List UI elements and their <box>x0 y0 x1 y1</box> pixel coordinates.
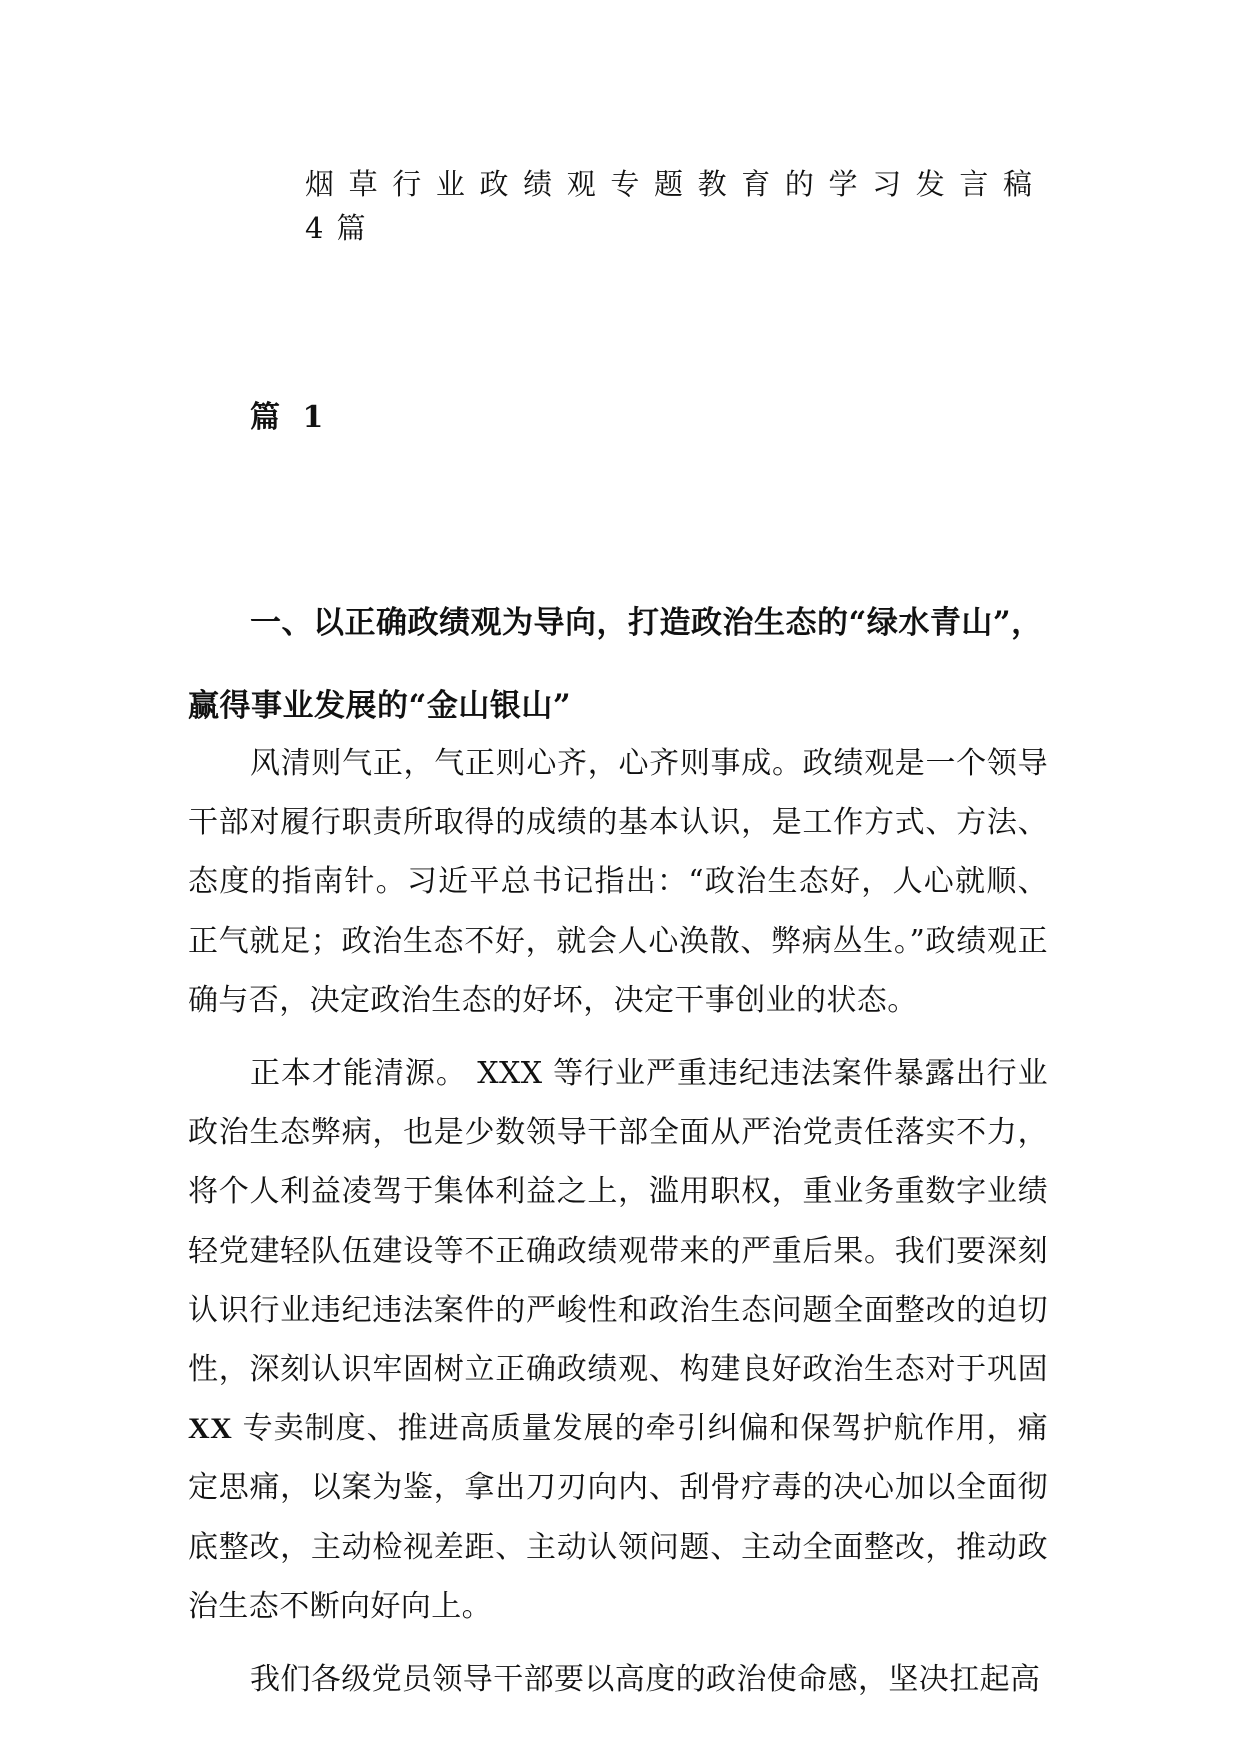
paragraph-2-text-after: 专卖制度、推进高质量发展的牵引纠偏和保驾护航作用，痛定思痛，以案为鉴，拿出刀刃向内、刮骨疗毒的决心加以全面彻底整改，主动检视差距、主动认领问题、主动全面整改，推动政治生态不断向好向上。 <box>188 1411 1048 1624</box>
paragraph-2 <box>188 1044 1048 1636</box>
paragraph-2-text-before: 正本才能清源。 XXX 等行业严重违纪违法案件暴露出行业政治生态弊病，也是少数领导干部全面从严治党责任落实不力，将个人利益凌驾于集体利益之上，滥用职权，重业务重数字业绩轻党建轻队伍建设等不正确政绩观带来的严重后果。我们要深刻认识行业违纪违法案件的严峻性和政治生态问题全面整改的迫切性，深刻认识牢固树立正确政绩观、构建良好政治生态对于巩固 <box>188 1056 1048 1388</box>
body-text <box>188 734 1048 1709</box>
document-title: 烟草行业政绩观专题教育的学习发言稿4篇 <box>305 167 1045 245</box>
section-heading: 一、以正确政绩观为导向，打造政治生态的“绿水青山”，赢得事业发展的“金山银山” <box>188 605 1043 724</box>
chapter-label: 篇 1 <box>250 400 330 435</box>
paragraph-2-bold-text: XX <box>188 1412 233 1446</box>
paragraph-3: 我们各级党员领导干部要以高度的政治使命感，坚决扛起高 <box>250 1662 1041 1698</box>
paragraph-1: 风清则气正，气正则心齐，心齐则事成。政绩观是一个领导干部对履行职责所取得的成绩的基本认识，是工作方式、方法、态度的指南针。习近平总书记指出：“政治生态好，人心就顺、正气就足；政治生态不好，就会人心涣散、弊病丛生。”政绩观正确与否，决定政治生态的好坏，决定干事创业的状态。 <box>188 746 1048 1018</box>
